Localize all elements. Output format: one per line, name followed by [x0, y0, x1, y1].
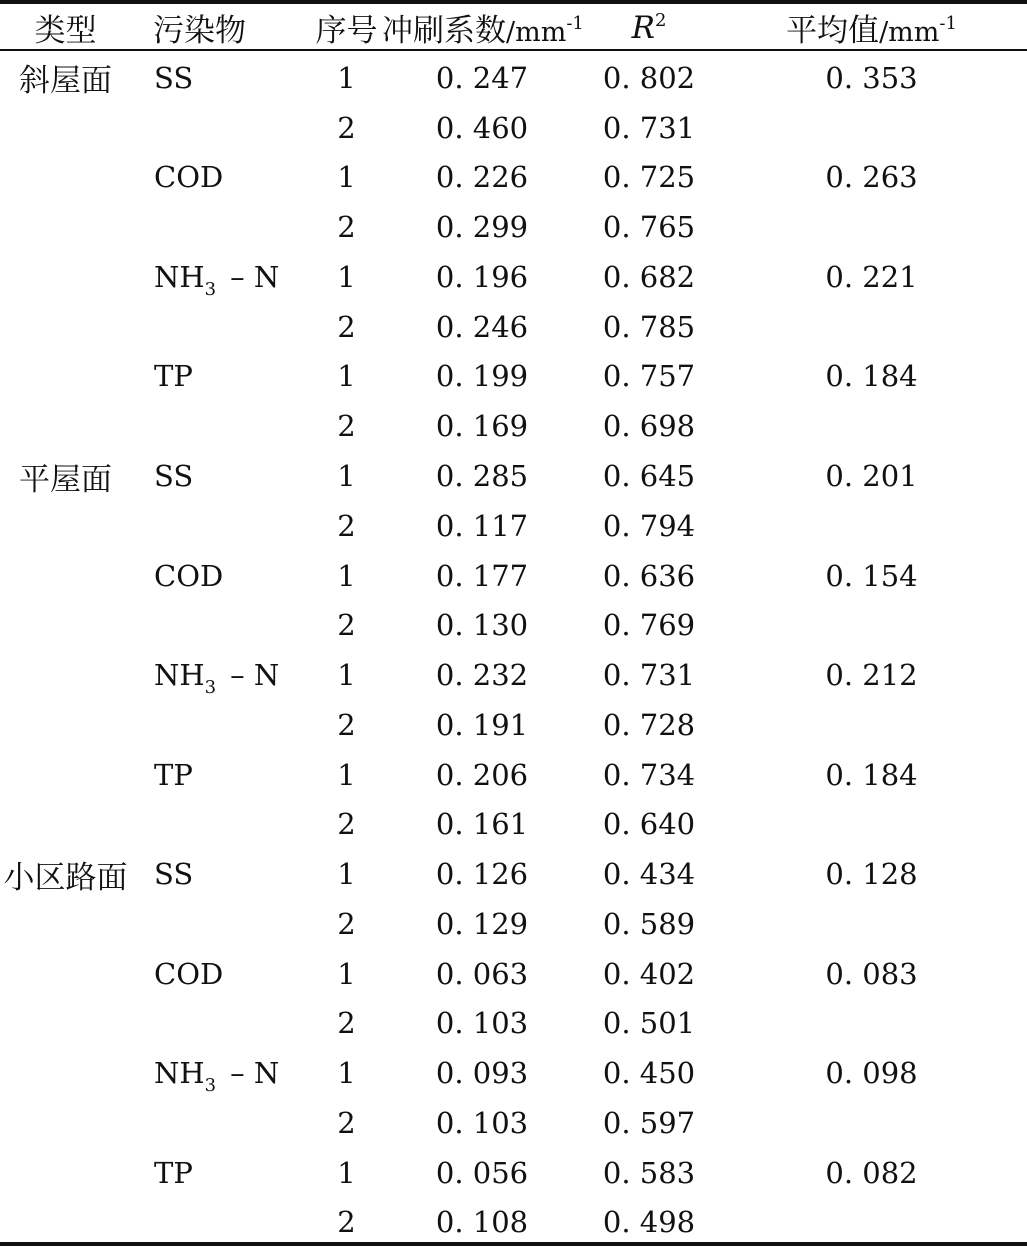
- cell-seq: 2: [337, 906, 356, 941]
- cell-pollutant: [131, 1198, 311, 1247]
- cell-r-squared: 0. 785: [602, 309, 696, 344]
- cell-average: [716, 401, 1027, 451]
- cell-seq: 1: [337, 160, 356, 195]
- header-r-exp: 2: [654, 9, 667, 31]
- table-row: [0, 750, 1027, 800]
- header-coef-unit: /mm: [506, 17, 567, 48]
- cell-r-squared: 0. 640: [602, 807, 696, 842]
- header-r-base: R: [631, 9, 655, 46]
- cell-r-squared: 0. 450: [602, 1056, 696, 1091]
- cell-average: 0. 098: [825, 1056, 918, 1091]
- cell-flush-coefficient: 0. 196: [435, 259, 529, 294]
- cell-flush-coefficient: 0. 117: [435, 508, 529, 543]
- cell-pollutant: [131, 103, 311, 153]
- cell-average: 0. 212: [825, 658, 918, 693]
- cell-type: [0, 501, 131, 551]
- cell-average: [716, 302, 1027, 352]
- cell-pollutant: [131, 1048, 311, 1098]
- cell-flush-coefficient: 0. 056: [435, 1155, 529, 1190]
- pollutant-tail: – N: [230, 1056, 280, 1091]
- cell-flush-coefficient: 0. 226: [435, 160, 529, 195]
- cell-seq: 2: [337, 409, 356, 444]
- cell-pollutant: COD: [154, 558, 224, 593]
- cell-r-squared: 0. 769: [602, 608, 696, 643]
- cell-pollutant: [131, 999, 311, 1049]
- cell-pollutant: [131, 252, 311, 302]
- cell-type: [0, 600, 131, 650]
- cell-pollutant: TP: [154, 359, 193, 394]
- cell-seq: 1: [337, 259, 356, 294]
- cell-r-squared: 0. 728: [602, 707, 696, 742]
- cell-r-squared: 0. 645: [602, 459, 696, 493]
- cell-type: [0, 202, 131, 252]
- cell-seq: 2: [337, 608, 356, 643]
- header-coef-label: 冲刷系数: [382, 13, 506, 49]
- cell-pollutant: [131, 401, 311, 451]
- cell-r-squared: 0. 434: [602, 857, 696, 892]
- table-row: [0, 451, 1027, 501]
- table-row: [0, 799, 1027, 849]
- pollutant-subscript: 3: [204, 677, 217, 699]
- cell-flush-coefficient: 0. 063: [435, 956, 529, 991]
- table-row: [0, 899, 1027, 949]
- cell-type: [0, 949, 131, 999]
- cell-pollutant: COD: [154, 160, 224, 195]
- cell-average: [716, 501, 1027, 551]
- pollutant-base: NH: [154, 259, 205, 294]
- cell-r-squared: 0. 402: [602, 956, 696, 991]
- cell-flush-coefficient: 0. 129: [435, 906, 529, 941]
- cell-type: [0, 302, 131, 352]
- cell-seq: 2: [337, 1006, 356, 1041]
- cell-r-squared: 0. 589: [602, 906, 696, 941]
- cell-r-squared: 0. 698: [602, 409, 696, 444]
- cell-type: 斜屋面: [19, 63, 112, 100]
- cell-average: 0. 083: [825, 956, 918, 991]
- cell-average: [716, 1098, 1027, 1148]
- table-row: [0, 352, 1027, 402]
- cell-pollutant: TP: [154, 1155, 193, 1190]
- cell-average: [716, 899, 1027, 949]
- cell-flush-coefficient: 0. 093: [435, 1056, 529, 1091]
- cell-seq: 1: [337, 857, 356, 892]
- cell-pollutant: SS: [154, 60, 194, 95]
- cell-average: 0. 128: [825, 857, 918, 892]
- header-type: 类型: [34, 13, 97, 49]
- header-avg-unit: /mm: [879, 17, 940, 48]
- cell-type: [0, 1098, 131, 1148]
- table-row: [0, 551, 1027, 601]
- cell-type: [0, 1198, 131, 1247]
- cell-type: [0, 650, 131, 700]
- cell-type: [0, 103, 131, 153]
- cell-r-squared: 0. 583: [602, 1155, 696, 1190]
- cell-type: [0, 750, 131, 800]
- cell-flush-coefficient: 0. 177: [435, 558, 529, 593]
- cell-average: 0. 263: [825, 160, 918, 195]
- header-seq: 序号: [315, 13, 378, 49]
- pollutant-base: NH: [154, 1056, 205, 1091]
- table-row: [0, 252, 1027, 302]
- table-row: [0, 700, 1027, 750]
- cell-average: [716, 202, 1027, 252]
- cell-flush-coefficient: 0. 103: [435, 1006, 529, 1041]
- cell-seq: 2: [337, 1205, 356, 1240]
- cell-type: [0, 999, 131, 1049]
- table-row: [0, 1048, 1027, 1098]
- cell-type: [0, 401, 131, 451]
- cell-flush-coefficient: 0. 126: [435, 857, 529, 892]
- table-row: [0, 1098, 1027, 1148]
- cell-flush-coefficient: 0. 169: [435, 409, 529, 444]
- cell-seq: 2: [337, 807, 356, 842]
- cell-seq: 1: [337, 459, 356, 493]
- cell-pollutant: [131, 600, 311, 650]
- cell-seq: 2: [337, 1105, 356, 1140]
- cell-flush-coefficient: 0. 460: [435, 110, 529, 145]
- cell-average: 0. 154: [825, 558, 918, 593]
- cell-average: [716, 1198, 1027, 1247]
- cell-pollutant: [131, 700, 311, 750]
- cell-seq: 1: [337, 658, 356, 693]
- cell-average: 0. 082: [825, 1155, 918, 1190]
- cell-seq: 1: [337, 558, 356, 593]
- header-average: [716, 4, 1027, 51]
- cell-average: [716, 999, 1027, 1049]
- cell-average: [716, 103, 1027, 153]
- cell-seq: 1: [337, 956, 356, 991]
- cell-type: [0, 700, 131, 750]
- cell-type: [0, 1048, 131, 1098]
- cell-flush-coefficient: 0. 247: [435, 60, 529, 95]
- table-row: [0, 650, 1027, 700]
- cell-seq: 2: [337, 110, 356, 145]
- table-row: [0, 302, 1027, 352]
- cell-flush-coefficient: 0. 285: [435, 459, 529, 493]
- cell-flush-coefficient: 0. 130: [435, 608, 529, 643]
- table-row: [0, 849, 1027, 899]
- cell-flush-coefficient: 0. 161: [435, 807, 529, 842]
- table-row: [0, 999, 1027, 1049]
- cell-flush-coefficient: 0. 232: [435, 658, 529, 693]
- cell-seq: 2: [337, 707, 356, 742]
- header-avg-exp: -1: [939, 13, 957, 34]
- cell-flush-coefficient: 0. 103: [435, 1105, 529, 1140]
- pollutant-subscript: 3: [204, 278, 217, 300]
- cell-type: 小区路面: [3, 859, 128, 896]
- data-table: [0, 4, 1027, 1247]
- cell-r-squared: 0. 597: [602, 1105, 696, 1140]
- cell-seq: 2: [337, 210, 356, 245]
- table-row: [0, 153, 1027, 203]
- cell-r-squared: 0. 802: [602, 60, 696, 95]
- table-row: [0, 103, 1027, 153]
- cell-seq: 2: [337, 309, 356, 344]
- cell-r-squared: 0. 731: [602, 658, 696, 693]
- cell-type: [0, 252, 131, 302]
- cell-flush-coefficient: 0. 199: [435, 359, 529, 394]
- cell-flush-coefficient: 0. 246: [435, 309, 529, 344]
- table-body: [0, 53, 1027, 1247]
- cell-seq: 1: [337, 1155, 356, 1190]
- cell-average: 0. 201: [825, 459, 918, 493]
- cell-average: 0. 184: [825, 359, 918, 394]
- header-row: [0, 4, 1027, 51]
- cell-pollutant: [131, 650, 311, 700]
- cell-pollutant: COD: [154, 956, 224, 991]
- pollutant-base: NH: [154, 658, 205, 693]
- cell-pollutant: [131, 799, 311, 849]
- cell-pollutant: SS: [154, 857, 194, 892]
- cell-type: [0, 153, 131, 203]
- cell-r-squared: 0. 682: [602, 259, 696, 294]
- cell-flush-coefficient: 0. 191: [435, 707, 529, 742]
- cell-r-squared: 0. 725: [602, 160, 696, 195]
- header-coef-exp: -1: [566, 13, 584, 34]
- table-row: [0, 600, 1027, 650]
- table-row: [0, 949, 1027, 999]
- table-row: [0, 202, 1027, 252]
- cell-pollutant: [131, 501, 311, 551]
- cell-type: [0, 352, 131, 402]
- cell-type: [0, 899, 131, 949]
- cell-pollutant: TP: [154, 757, 193, 792]
- cell-type: [0, 551, 131, 601]
- header-avg-label: 平均值: [786, 13, 880, 49]
- cell-average: 0. 184: [825, 757, 918, 792]
- cell-flush-coefficient: 0. 108: [435, 1205, 529, 1240]
- header-flush-coefficient: [382, 4, 582, 51]
- cell-r-squared: 0. 498: [602, 1205, 696, 1240]
- cell-type: 平屋面: [19, 461, 112, 498]
- cell-average: [716, 799, 1027, 849]
- cell-seq: 1: [337, 359, 356, 394]
- cell-r-squared: 0. 757: [602, 359, 696, 394]
- cell-r-squared: 0. 734: [602, 757, 696, 792]
- cell-seq: 2: [337, 508, 356, 543]
- table-row: [0, 501, 1027, 551]
- cell-pollutant: SS: [154, 459, 194, 493]
- header-r-squared: [582, 4, 716, 51]
- cell-pollutant: [131, 302, 311, 352]
- table-row: [0, 53, 1027, 103]
- header-pollutant: 污染物: [153, 13, 246, 49]
- cell-average: 0. 221: [825, 259, 918, 294]
- cell-seq: 1: [337, 757, 356, 792]
- cell-pollutant: [131, 202, 311, 252]
- cell-flush-coefficient: 0. 299: [435, 210, 529, 245]
- pollutant-subscript: 3: [204, 1075, 217, 1097]
- cell-r-squared: 0. 731: [602, 110, 696, 145]
- cell-r-squared: 0. 765: [602, 210, 696, 245]
- cell-r-squared: 0. 501: [602, 1006, 696, 1041]
- cell-type: [0, 1148, 131, 1198]
- cell-pollutant: [131, 899, 311, 949]
- cell-r-squared: 0. 794: [602, 508, 696, 543]
- pollutant-tail: – N: [230, 658, 280, 693]
- table-row: [0, 1198, 1027, 1247]
- cell-pollutant: [131, 1098, 311, 1148]
- cell-flush-coefficient: 0. 206: [435, 757, 529, 792]
- cell-average: 0. 353: [825, 60, 918, 95]
- cell-seq: 1: [337, 1056, 356, 1091]
- cell-r-squared: 0. 636: [602, 558, 696, 593]
- cell-type: [0, 799, 131, 849]
- cell-average: [716, 700, 1027, 750]
- pollutant-tail: – N: [230, 259, 280, 294]
- table-row: [0, 1148, 1027, 1198]
- cell-average: [716, 600, 1027, 650]
- table-row: [0, 401, 1027, 451]
- cell-seq: 1: [337, 60, 356, 95]
